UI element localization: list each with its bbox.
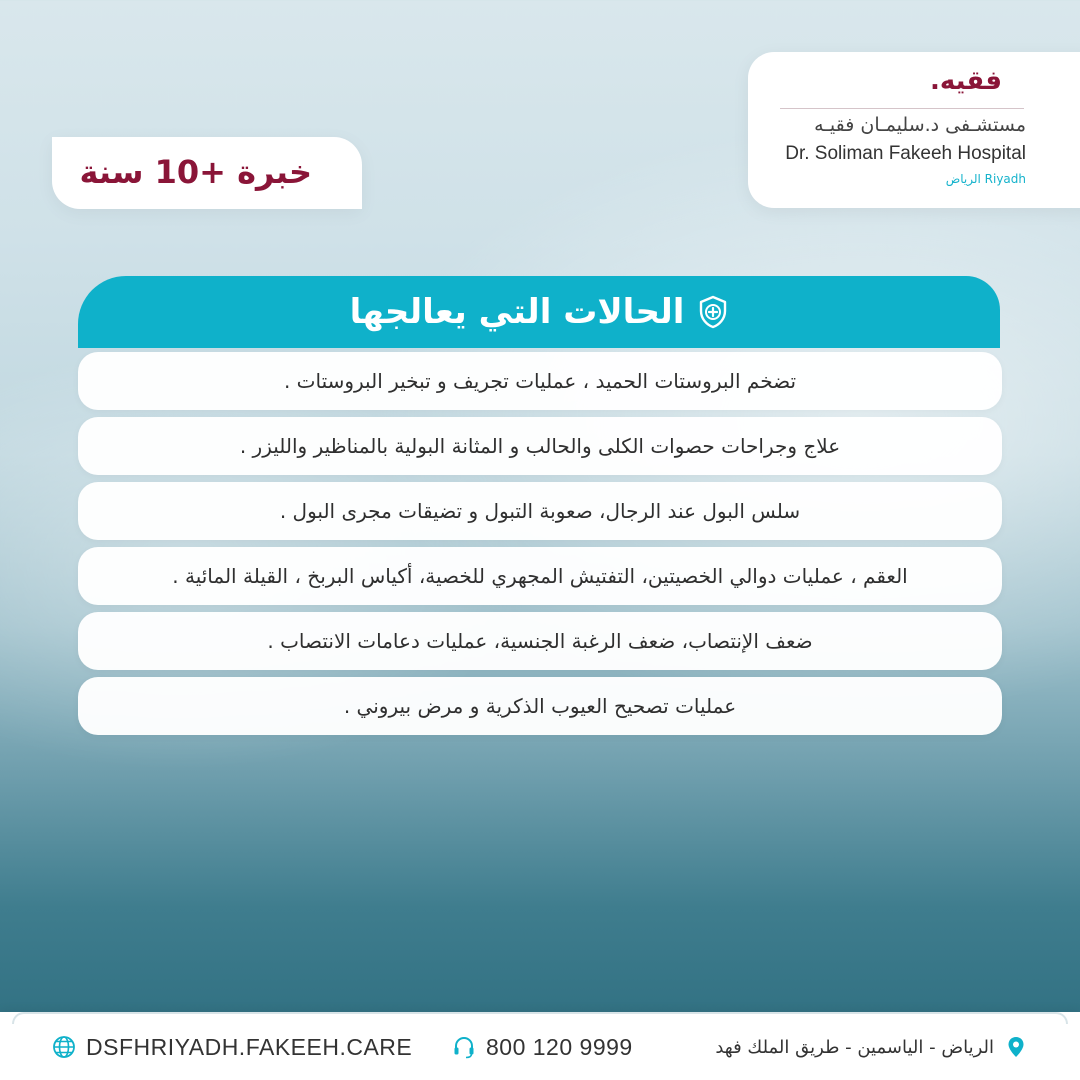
hospital-city: الرياض Riyadh <box>945 172 1026 186</box>
headset-icon <box>452 1035 476 1059</box>
brand-logo: فقيه. <box>930 66 1002 96</box>
hospital-name-ar: مستشـفى د.سليمـان فقيـه <box>814 114 1026 136</box>
logo-divider <box>780 108 1024 109</box>
condition-text: علاج وجراحات حصوات الكلى والحالب و المثانة البولية بالمناظير والليزر . <box>239 434 841 458</box>
experience-badge <box>52 137 362 209</box>
section-title: الحالات التي يعالجها <box>349 292 685 332</box>
condition-text: ضعف الإنتصاب، ضعف الرغبة الجنسية، عمليات دعامات الانتصاب . <box>267 629 813 653</box>
address <box>715 1032 1028 1062</box>
conditions-list <box>78 352 1002 742</box>
condition-text: العقم ، عمليات دوالي الخصيتين، التفتيش المجهري للخصية، أكياس البربخ ، القيلة المائية . <box>172 564 908 588</box>
list-item <box>78 612 1002 670</box>
condition-text: سلس البول عند الرجال، صعوبة التبول و تضيقات مجرى البول . <box>279 499 801 523</box>
list-item <box>78 482 1002 540</box>
phone-link[interactable] <box>452 1032 633 1062</box>
footer-bar <box>0 1012 1080 1080</box>
list-item <box>78 677 1002 735</box>
hospital-name-en: Dr. Soliman Fakeeh Hospital <box>785 143 1026 164</box>
shield-plus-icon <box>698 295 728 329</box>
list-item <box>78 352 1002 410</box>
address-text: الرياض - الياسمين - طريق الملك فهد <box>715 1036 994 1058</box>
logo-card <box>748 52 1080 208</box>
website-text: DSFHRIYADH.FAKEEH.CARE <box>86 1033 413 1060</box>
location-pin-icon <box>1004 1035 1028 1059</box>
website-link[interactable] <box>52 1032 412 1062</box>
list-item <box>78 547 1002 605</box>
experience-text: خبرة +10 سنة <box>79 153 312 191</box>
phone-text: 800 120 9999 <box>486 1033 633 1060</box>
condition-text: عمليات تصحيح العيوب الذكرية و مرض بيروني . <box>343 694 737 718</box>
section-header <box>78 276 1000 348</box>
globe-icon <box>52 1035 76 1059</box>
list-item <box>78 417 1002 475</box>
condition-text: تضخم البروستات الحميد ، عمليات تجريف و تبخير البروستات . <box>283 369 797 393</box>
